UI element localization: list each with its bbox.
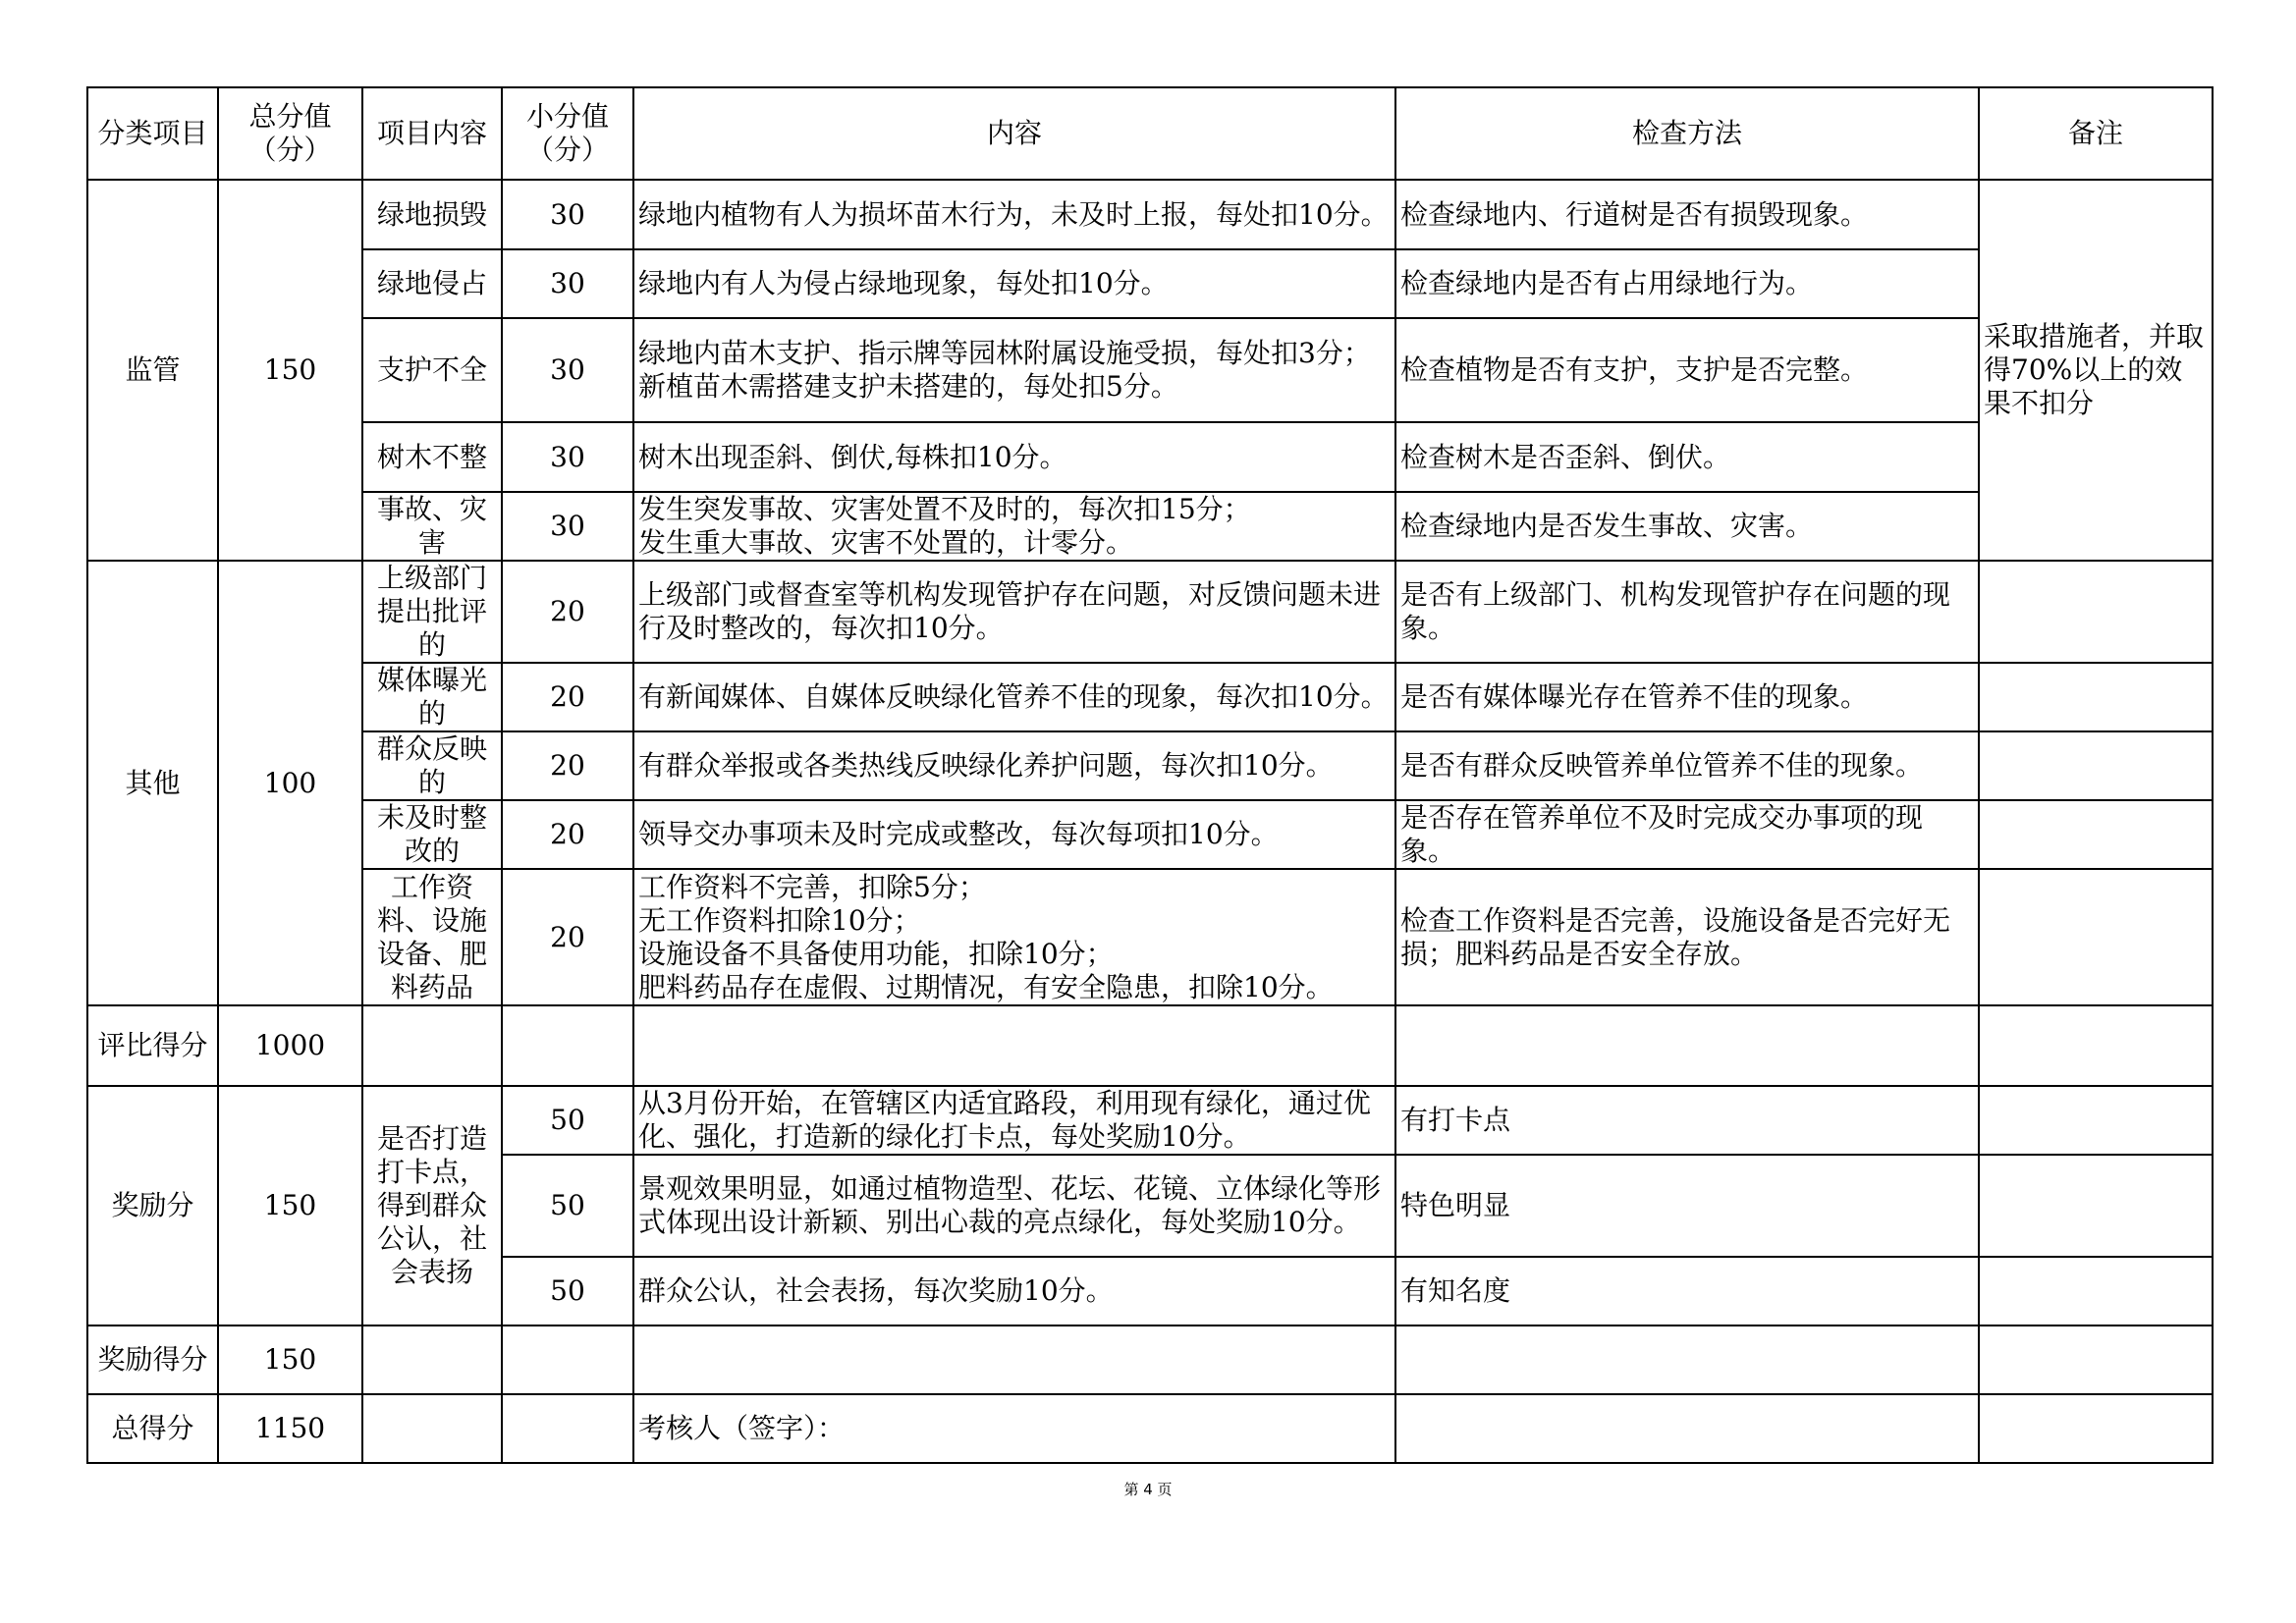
- signature-field[interactable]: 考核人（签字）：: [633, 1394, 1395, 1463]
- content-cell: 上级部门或督查室等机构发现管护存在问题，对反馈问题未进行及时整改的，每次扣10分。: [633, 561, 1395, 663]
- total-score-cell: 150: [218, 180, 362, 561]
- content-cell: 从3月份开始，在管辖区内适宜路段，利用现有绿化，通过优化、强化，打造新的绿化打卡点，每处奖励10分。: [633, 1086, 1395, 1155]
- item-cell: 事故、灾害: [362, 492, 502, 561]
- table-row: [87, 318, 2213, 422]
- bonus-total-row: [87, 1325, 2213, 1394]
- content-cell: 工作资料不完善，扣除5分； 无工作资料扣除10分； 设施设备不具备使用功能，扣除10分； 肥料药品存在虚假、过期情况，有安全隐患，扣除10分。: [633, 869, 1395, 1005]
- content-cell: 树木出现歪斜、倒伏,每株扣10分。: [633, 422, 1395, 492]
- score-cell: 20: [502, 869, 633, 1005]
- content-cell: 发生突发事故、灾害处置不及时的，每次扣15分； 发生重大事故、灾害不处置的，计零分。: [633, 492, 1395, 561]
- score-cell: 30: [502, 318, 633, 422]
- assessment-table: [86, 86, 2214, 1464]
- remark-cell: [1979, 731, 2213, 800]
- grand-total-row: [87, 1394, 2213, 1463]
- remark-cell: [1979, 1257, 2213, 1325]
- score-cell: 50: [502, 1155, 633, 1257]
- remark-cell: [1979, 663, 2213, 731]
- category-cell: 奖励分: [87, 1086, 218, 1325]
- table-row: [87, 800, 2213, 869]
- category-cell: 监管: [87, 180, 218, 561]
- method-cell: 是否存在管养单位不及时完成交办事项的现象。: [1395, 800, 1979, 869]
- bonus-total-score: 150: [218, 1325, 362, 1394]
- evaluation-score: 1000: [218, 1005, 362, 1086]
- remark-cell: 采取措施者，并取得70%以上的效果不扣分: [1979, 180, 2213, 561]
- header-row: [87, 87, 2213, 180]
- content-cell: 群众公认，社会表扬，每次奖励10分。: [633, 1257, 1395, 1325]
- grand-total-label: 总得分: [87, 1394, 218, 1463]
- content-cell: 有新闻媒体、自媒体反映绿化管养不佳的现象，每次扣10分。: [633, 663, 1395, 731]
- method-cell: 是否有媒体曝光存在管养不佳的现象。: [1395, 663, 1979, 731]
- table-row: [87, 1086, 2213, 1155]
- content-cell: 景观效果明显，如通过植物造型、花坛、花镜、立体绿化等形式体现出设计新颖、别出心裁的亮点绿化，每处奖励10分。: [633, 1155, 1395, 1257]
- score-cell: 30: [502, 422, 633, 492]
- content-cell: 绿地内有人为侵占绿地现象，每处扣10分。: [633, 249, 1395, 318]
- score-cell: 50: [502, 1257, 633, 1325]
- item-cell: 绿地侵占: [362, 249, 502, 318]
- method-cell: 检查绿地内是否发生事故、灾害。: [1395, 492, 1979, 561]
- table-row: [87, 869, 2213, 1005]
- content-cell: 绿地内植物有人为损坏苗木行为，未及时上报，每处扣10分。: [633, 180, 1395, 249]
- table-row: [87, 422, 2213, 492]
- remark-cell: [1979, 1155, 2213, 1257]
- header-category: 分类项目: [87, 87, 218, 180]
- method-cell: 特色明显: [1395, 1155, 1979, 1257]
- header-method: 检查方法: [1395, 87, 1979, 180]
- header-content: 内容: [633, 87, 1395, 180]
- score-cell: 30: [502, 249, 633, 318]
- table-row: [87, 249, 2213, 318]
- method-cell: 检查植物是否有支护，支护是否完整。: [1395, 318, 1979, 422]
- evaluation-row: [87, 1005, 2213, 1086]
- method-cell: 有打卡点: [1395, 1086, 1979, 1155]
- score-cell: 20: [502, 561, 633, 663]
- method-cell: 是否有群众反映管养单位管养不佳的现象。: [1395, 731, 1979, 800]
- method-cell: 检查工作资料是否完善，设施设备是否完好无损；肥料药品是否安全存放。: [1395, 869, 1979, 1005]
- score-cell: 20: [502, 800, 633, 869]
- header-total: 总分值 （分）: [218, 87, 362, 180]
- table-row: [87, 492, 2213, 561]
- header-sub-score: 小分值 （分）: [502, 87, 633, 180]
- remark-cell: [1979, 1086, 2213, 1155]
- grand-total-score: 1150: [218, 1394, 362, 1463]
- content-cell: 领导交办事项未及时完成或整改，每次每项扣10分。: [633, 800, 1395, 869]
- table-row: [87, 663, 2213, 731]
- item-cell: 绿地损毁: [362, 180, 502, 249]
- header-remark: 备注: [1979, 87, 2213, 180]
- item-cell: 是否打造打卡点，得到群众公认，社会表扬: [362, 1086, 502, 1325]
- item-cell: 未及时整改的: [362, 800, 502, 869]
- content-cell: 有群众举报或各类热线反映绿化养护问题，每次扣10分。: [633, 731, 1395, 800]
- item-cell: 树木不整: [362, 422, 502, 492]
- item-cell: 群众反映的: [362, 731, 502, 800]
- score-cell: 20: [502, 663, 633, 731]
- total-score-cell: 100: [218, 561, 362, 1005]
- method-cell: 检查树木是否歪斜、倒伏。: [1395, 422, 1979, 492]
- method-cell: 检查绿地内是否有占用绿地行为。: [1395, 249, 1979, 318]
- remark-cell: [1979, 869, 2213, 1005]
- remark-cell: [1979, 561, 2213, 663]
- evaluation-label: 评比得分: [87, 1005, 218, 1086]
- table-row: [87, 731, 2213, 800]
- item-cell: 上级部门提出批评的: [362, 561, 502, 663]
- total-score-cell: 150: [218, 1086, 362, 1325]
- item-cell: 媒体曝光的: [362, 663, 502, 731]
- category-cell: 其他: [87, 561, 218, 1005]
- bonus-total-label: 奖励得分: [87, 1325, 218, 1394]
- header-item: 项目内容: [362, 87, 502, 180]
- score-cell: 30: [502, 180, 633, 249]
- item-cell: 支护不全: [362, 318, 502, 422]
- table-row: [87, 180, 2213, 249]
- remark-cell: [1979, 800, 2213, 869]
- item-cell: 工作资料、设施设备、肥料药品: [362, 869, 502, 1005]
- content-cell: 绿地内苗木支护、指示牌等园林附属设施受损，每处扣3分； 新植苗木需搭建支护未搭建的，每处扣5分。: [633, 318, 1395, 422]
- score-cell: 50: [502, 1086, 633, 1155]
- page-number: 第 4 页: [1123, 1481, 1173, 1498]
- method-cell: 检查绿地内、行道树是否有损毁现象。: [1395, 180, 1979, 249]
- method-cell: 有知名度: [1395, 1257, 1979, 1325]
- table-row: [87, 561, 2213, 663]
- score-cell: 20: [502, 731, 633, 800]
- score-cell: 30: [502, 492, 633, 561]
- method-cell: 是否有上级部门、机构发现管护存在问题的现象。: [1395, 561, 1979, 663]
